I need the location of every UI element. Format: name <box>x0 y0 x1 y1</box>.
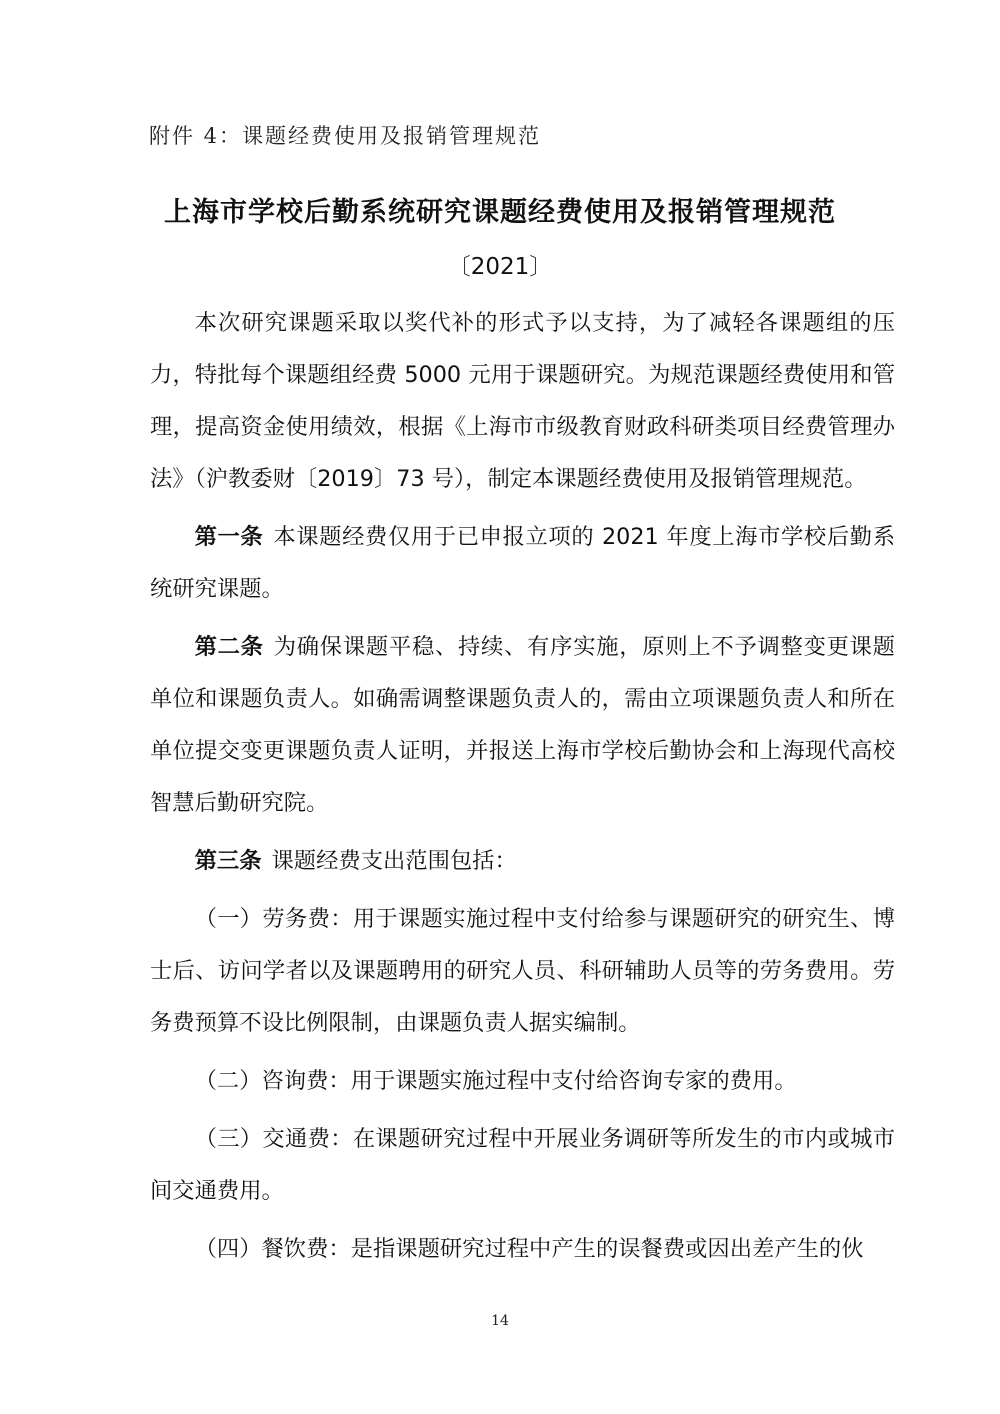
item-3: （三）交通费：在课题研究过程中开展业务调研等所发生的市内或城市间交通费用。 <box>150 1126 895 1204</box>
article-1-text: 本课题经费仅用于已申报立项的 2021 年度上海市学校后勤系统研究课题。 <box>150 524 895 602</box>
document-title: 上海市学校后勤系统研究课题经费使用及报销管理规范 <box>164 197 836 228</box>
article-1 <box>150 511 895 615</box>
document-body <box>150 297 895 1275</box>
article-3 <box>150 835 895 887</box>
item-1: （一）劳务费：用于课题实施过程中支付给参与课题研究的研究生、博士后、访问学者以及课题聘用的研究人员、科研辅助人员等的劳务费用。劳务费预算不设比例限制，由课题负责人据实编制。 <box>150 906 895 1036</box>
item-4: （四）餐饮费：是指课题研究过程中产生的误餐费或因出差产生的伙 <box>194 1236 864 1262</box>
attachment-heading: 附件 4：课题经费使用及报销管理规范 <box>149 124 542 148</box>
document-year: 〔2021〕 <box>447 254 553 280</box>
article-3-text: 课题经费支出范围包括： <box>271 848 517 874</box>
item-2: （二）咨询费：用于课题实施过程中支付给咨询专家的费用。 <box>194 1068 797 1094</box>
article-2-text: 为确保课题平稳、持续、有序实施，原则上不予调整变更课题单位和课题负责人。如确需调整课题负责人的，需由立项课题负责人和所在单位提交变更课题负责人证明，并报送上海市学校后勤协会和上海现代高校智慧后勤研究院。 <box>150 634 895 816</box>
article-3-label: 第三条 <box>194 848 262 874</box>
article-1-label: 第一条 <box>194 524 264 550</box>
article-2-label: 第二条 <box>194 634 264 660</box>
intro-paragraph: 本次研究课题采取以奖代补的形式予以支持，为了减轻各课题组的压力，特批每个课题组经费 5000 元用于课题研究。为规范课题经费使用和管理，提高资金使用绩效，根据《上海市市级教育财政科研类项目经费管理办法》（沪教委财〔2019〕73 号），制定本课题经费使用及报销管理规范。 <box>150 310 895 492</box>
article-2 <box>150 621 895 829</box>
page-number: 14 <box>491 1313 509 1329</box>
